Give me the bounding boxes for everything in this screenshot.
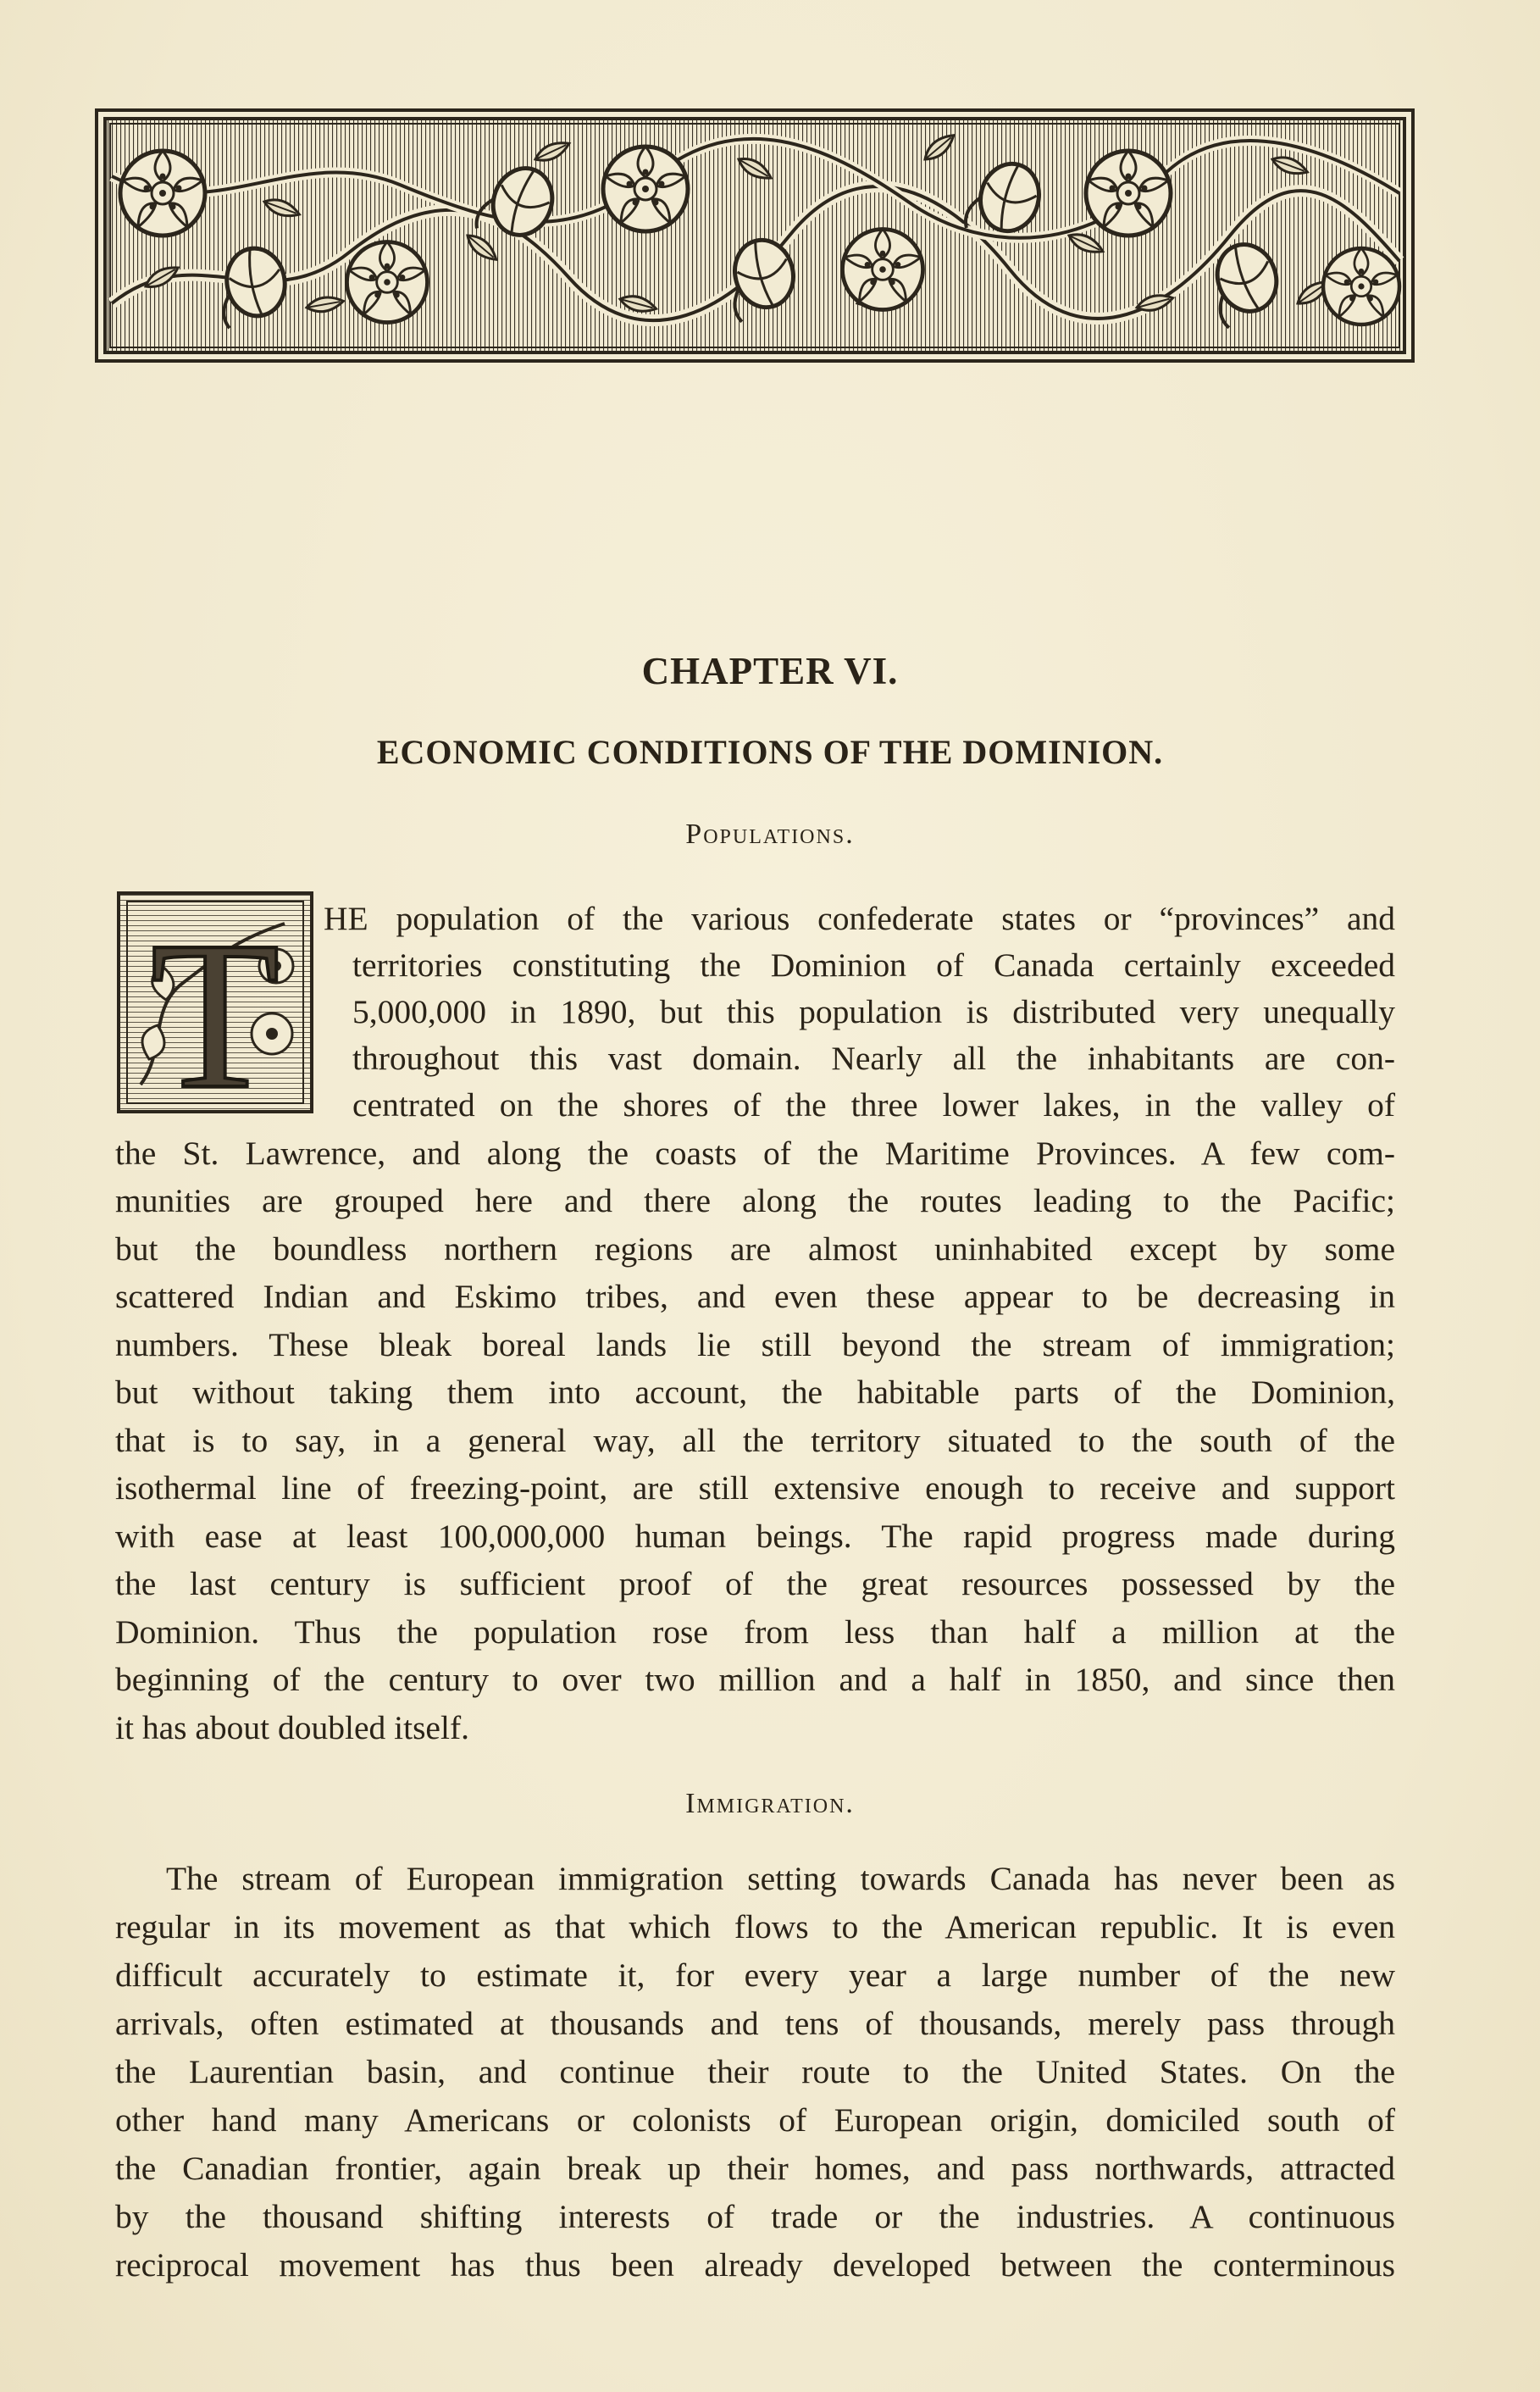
text-line: scattered Indian and Eskimo tribes, and even these appear to be decreasing in [115,1278,1395,1315]
text-line: the St. Lawrence, and along the coasts of the Maritime Provinces. A few com- [115,1135,1395,1172]
text-line: centrated on the shores of the three lower lakes, in the valley of [352,1086,1395,1124]
text-line: with ease at least 100,000,000 human beings. The rapid progress made during [115,1518,1395,1555]
text-line: territories constituting the Dominion of Canada certainly exceeded [352,946,1395,984]
text-line: regular in its movement as that which flows to the American republic. It is even [115,1908,1395,1945]
text-line: other hand many Americans or colonists of European origin, domiciled south of [115,2101,1395,2139]
text-line: the Laurentian basin, and continue their route to the United States. On the [115,2053,1395,2090]
floral-header-ornament [95,108,1415,363]
text-line: numbers. These bleak boreal lands lie still beyond the stream of immigration; [115,1326,1395,1363]
text-line: The stream of European immigration setting towards Canada has never been as [166,1860,1395,1897]
text-line: isothermal line of freezing-point, are still extensive enough to receive and support [115,1469,1395,1507]
section-heading-populations: Populations. [685,819,855,850]
text-line: the last century is sufficient proof of the great resources possessed by the [115,1565,1395,1602]
text-line: beginning of the century to over two million and a half in 1850, and since then [115,1661,1395,1698]
text-line: Dominion. Thus the population rose from less than half a million at the [115,1613,1395,1651]
drop-cap-ornament [115,890,315,1115]
text-line: the Canadian frontier, again break up their homes, and pass northwards, attracted [115,2150,1395,2187]
text-line: it has about doubled itself. [115,1709,469,1746]
text-line: throughout this vast domain. Nearly all the inhabitants are con- [352,1040,1395,1077]
text-line: reciprocal movement has thus been already developed between the conterminous [115,2246,1395,2284]
text-line: difficult accurately to estimate it, for every year a large number of the new [115,1956,1395,1994]
drop-cap-letter: T [150,898,280,1115]
section-heading-immigration: Immigration. [685,1788,855,1819]
text-line: munities are grouped here and there along the routes leading to the Pacific; [115,1182,1395,1219]
text-line: arrivals, often estimated at thousands and tens of thousands, merely pass through [115,2005,1395,2042]
text-line: that is to say, in a general way, all the territory situated to the south of the [115,1422,1395,1459]
text-line: by the thousand shifting interests of trade or the industries. A continuous [115,2198,1395,2235]
chapter-title: ECONOMIC CONDITIONS OF THE DOMINION. [376,733,1164,771]
text-line: 5,000,000 in 1890, but this population is distributed very unequally [352,993,1395,1030]
text-line: HE population of the various confederate states or “provinces” and [324,900,1395,937]
text-line: but the boundless northern regions are almost uninhabited except by some [115,1230,1395,1268]
chapter-number: CHAPTER VI. [641,650,899,692]
text-line: but without taking them into account, the habitable parts of the Dominion, [115,1374,1395,1411]
